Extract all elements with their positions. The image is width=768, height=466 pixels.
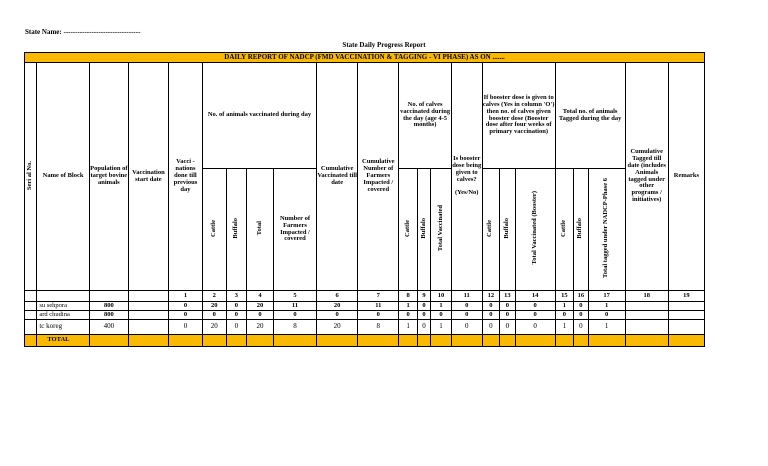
data-cell: 1 (399, 302, 418, 311)
block-name: tc koreg (37, 320, 89, 335)
header-booster-buffalo: Buffalo (500, 169, 515, 291)
data-cell: 0 (574, 320, 588, 335)
data-cell: 0 (168, 320, 202, 335)
data-cell: 0 (202, 311, 226, 320)
data-cell: 0 (451, 311, 482, 320)
data-cell: 0 (226, 311, 247, 320)
data-cell: 0 (417, 311, 430, 320)
data-cell: 0 (431, 311, 452, 320)
data-cell: 0 (574, 302, 588, 311)
data-cell: 0 (168, 311, 202, 320)
data-cell: 0 (358, 311, 399, 320)
report-banner-row (25, 53, 705, 63)
data-cell: 1 (555, 302, 574, 311)
data-cell: 20 (247, 320, 274, 335)
col-number: 12 (482, 291, 499, 302)
header-booster-question: Is booster dose being given to calves? (Yes/No) (451, 63, 482, 291)
col-number: 4 (247, 291, 274, 302)
table-row (25, 320, 705, 335)
col-number: 9 (417, 291, 430, 302)
header-tagged-cattle: Cattle (555, 169, 574, 291)
table-row (25, 311, 705, 320)
population-cell: 400 (89, 320, 128, 335)
data-cell: 20 (247, 302, 274, 311)
data-cell: 0 (451, 302, 482, 311)
header-cattle: Cattle (202, 169, 226, 291)
data-cell: 0 (226, 302, 247, 311)
total-row (25, 335, 705, 347)
header-calves-buffalo: Buffalo (417, 169, 430, 291)
col-number: 13 (500, 291, 515, 302)
data-cell: 0 (515, 311, 555, 320)
header-serial: Seri al No. (25, 63, 37, 291)
col-number: 18 (625, 291, 668, 302)
col-number: 3 (226, 291, 247, 302)
data-cell: 20 (317, 302, 358, 311)
col-number: 16 (574, 291, 588, 302)
col-number: 14 (515, 291, 555, 302)
data-cell: 8 (273, 320, 316, 335)
data-cell: 0 (500, 320, 515, 335)
data-cell: 8 (358, 320, 399, 335)
header-block-name: Name of Block (37, 63, 89, 291)
col-number: 10 (431, 291, 452, 302)
data-cell: 0 (500, 302, 515, 311)
data-cell: 0 (588, 311, 625, 320)
progress-report-table (24, 52, 705, 347)
header-tagged-phase: Total tagged under NADCP-Phase 6 (588, 169, 625, 291)
col-number: 15 (555, 291, 574, 302)
report-title: State Daily Progress Report (342, 41, 426, 49)
column-number-row (25, 291, 705, 302)
state-name-label: State Name: --------------------------------- (25, 28, 141, 36)
data-cell: 0 (482, 311, 499, 320)
population-cell: 800 (89, 302, 128, 311)
block-name: ard chudina (37, 311, 89, 320)
population-cell: 800 (89, 311, 128, 320)
header-population: Population of target bovine animals (89, 63, 128, 291)
data-cell: 20 (202, 320, 226, 335)
col-number: 6 (317, 291, 358, 302)
header-total: Total (247, 169, 274, 291)
header-farmers: Number of Farmers Impacted / covered (273, 169, 316, 291)
col-number: 8 (399, 291, 418, 302)
data-cell: 1 (588, 302, 625, 311)
data-cell: 0 (515, 302, 555, 311)
data-cell: 0 (168, 302, 202, 311)
header-cumulative-tagged: Cumulative Tagged till date (includes Animals tagged under other programs / initiatives) (625, 63, 668, 291)
header-booster-given: If booster dose is given to calves (Yes in column 'O') then no. of calves given booster dose (Booster dose after four weeks of primary vaccination) (482, 63, 555, 169)
data-cell: 1 (399, 320, 418, 335)
col-number: 17 (588, 291, 625, 302)
col-number: 5 (273, 291, 316, 302)
header-start-date: Vaccination start date (128, 63, 168, 291)
data-cell: 11 (273, 302, 316, 311)
header-calves: No. of calves vaccinated during the day (age 4-5 months) (399, 63, 451, 169)
col-number: 1 (168, 291, 202, 302)
report-banner: DAILY REPORT OF NADCP (FMD VACCINATION & TAGGING - VI PHASE) AS ON ....... (25, 53, 705, 63)
header-cumulative-farmers: Cumulative Number of Farmers Impacted / covered (358, 63, 399, 291)
data-cell: 0 (574, 311, 588, 320)
data-cell: 0 (555, 311, 574, 320)
data-cell: 1 (431, 320, 452, 335)
col-number: 19 (668, 291, 704, 302)
header-remarks: Remarks (668, 63, 704, 291)
data-cell: 0 (399, 311, 418, 320)
data-cell: 20 (317, 320, 358, 335)
total-label: TOTAL (37, 335, 89, 347)
block-name: su sehpora (37, 302, 89, 311)
data-cell: 0 (500, 311, 515, 320)
data-cell: 0 (417, 320, 430, 335)
data-cell: 0 (417, 302, 430, 311)
header-tagged-buffalo: Buffalo (574, 169, 588, 291)
header-booster-total: Total Vaccinated (Booster) (515, 169, 555, 291)
data-cell: 0 (482, 302, 499, 311)
header-booster-cattle: Cattle (482, 169, 499, 291)
header-tagged-day: Total no. of animals Tagged during the day (555, 63, 625, 169)
col-number: 2 (202, 291, 226, 302)
header-previous-day: Vacci - nations done till previous day (168, 63, 202, 291)
header-calves-total: Total Vaccinated (431, 169, 452, 291)
data-cell: 1 (588, 320, 625, 335)
header-calves-cattle: Cattle (399, 169, 418, 291)
header-cumulative-vaccinated: Cumulative Vaccinated till date (317, 63, 358, 291)
table-row (25, 302, 705, 311)
col-number: 7 (358, 291, 399, 302)
data-cell: 20 (202, 302, 226, 311)
data-cell: 0 (273, 311, 316, 320)
data-cell: 0 (482, 320, 499, 335)
col-number: 11 (451, 291, 482, 302)
data-cell: 11 (358, 302, 399, 311)
header-buffalo: Buffalo (226, 169, 247, 291)
data-cell: 0 (451, 320, 482, 335)
data-cell: 0 (317, 311, 358, 320)
data-cell: 0 (226, 320, 247, 335)
data-cell: 0 (247, 311, 274, 320)
data-cell: 1 (555, 320, 574, 335)
data-cell: 0 (515, 320, 555, 335)
header-vaccinated-during-day: No. of animals vaccinated during day (202, 63, 316, 169)
data-cell: 1 (431, 302, 452, 311)
